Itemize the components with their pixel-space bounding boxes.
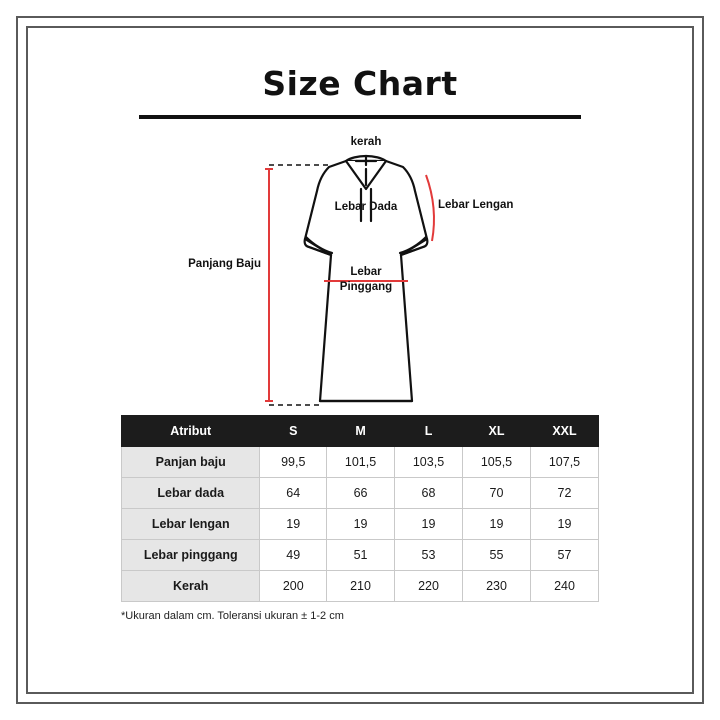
page-content	[40, 40, 680, 680]
table-header-l: L	[395, 416, 463, 447]
row-label: Lebar lengan	[122, 509, 260, 540]
label-collar: kerah	[350, 136, 382, 148]
row-label: Lebar pinggang	[122, 540, 260, 571]
cell-xl: 105,5	[463, 447, 531, 478]
cell-m: 19	[327, 509, 395, 540]
cell-m: 210	[327, 571, 395, 602]
cell-l: 103,5	[395, 447, 463, 478]
label-waist-line2: Pinggang	[339, 281, 393, 293]
table-header-m: M	[327, 416, 395, 447]
cell-m: 101,5	[327, 447, 395, 478]
label-length: Panjang Baju	[188, 258, 261, 270]
size-table-wrap	[121, 415, 599, 602]
table-head	[122, 416, 599, 447]
cell-l: 220	[395, 571, 463, 602]
table-row	[122, 540, 599, 571]
table-row	[122, 509, 599, 540]
row-label: Lebar dada	[122, 478, 260, 509]
cell-xl: 55	[463, 540, 531, 571]
cell-xxl: 72	[530, 478, 598, 509]
cell-xl: 19	[463, 509, 531, 540]
table-row	[122, 571, 599, 602]
cell-s: 64	[260, 478, 327, 509]
row-label: Panjan baju	[122, 447, 260, 478]
page-title: Size Chart	[262, 64, 458, 103]
label-sleeve: Lebar Lengan	[438, 199, 514, 211]
cell-l: 19	[395, 509, 463, 540]
table-body	[122, 447, 599, 602]
cell-xl: 230	[463, 571, 531, 602]
cell-xl: 70	[463, 478, 531, 509]
title-underline	[139, 115, 581, 119]
table-header-s: S	[260, 416, 327, 447]
cell-s: 49	[260, 540, 327, 571]
cell-xxl: 107,5	[530, 447, 598, 478]
cell-s: 99,5	[260, 447, 327, 478]
cell-l: 68	[395, 478, 463, 509]
garment-diagram	[40, 125, 680, 415]
cell-m: 51	[327, 540, 395, 571]
table-header-row	[122, 416, 599, 447]
label-waist-line1: Lebar	[350, 266, 382, 278]
table-row	[122, 478, 599, 509]
table-header-xxl: XXL	[530, 416, 598, 447]
row-label: Kerah	[122, 571, 260, 602]
cell-s: 19	[260, 509, 327, 540]
label-chest: Lebar Dada	[334, 201, 398, 213]
size-table	[121, 415, 599, 602]
cell-xxl: 19	[530, 509, 598, 540]
cell-m: 66	[327, 478, 395, 509]
cell-xxl: 240	[530, 571, 598, 602]
table-header-attribute: Atribut	[122, 416, 260, 447]
cell-xxl: 57	[530, 540, 598, 571]
table-row	[122, 447, 599, 478]
footnote: *Ukuran dalam cm. Toleransi ukuran ± 1-2 cm	[121, 610, 344, 622]
cell-s: 200	[260, 571, 327, 602]
table-header-xl: XL	[463, 416, 531, 447]
cell-l: 53	[395, 540, 463, 571]
